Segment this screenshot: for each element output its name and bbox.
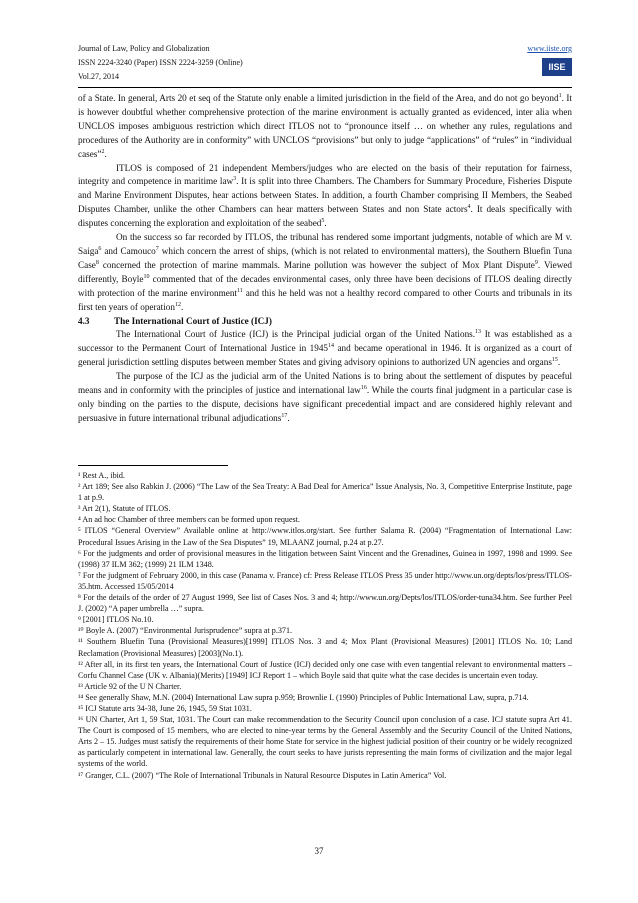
paragraph-4: The International Court of Justice (ICJ) is the Principal judicial organ of the United Nations.$^{13}$ It was established as a successor to the Permanent Court of International Justice in 1945$^{14}$ and became operational in 1946. It is organized as a court of general jurisdiction settling disputes between member States and giving advisory opinions to authorized UN agencies and organs$^{15}$. xyxy=(78,329,572,368)
main-text xyxy=(78,92,572,426)
issn-line: ISSN 2224-3240 (Paper) ISSN 2224-3259 (Online) xyxy=(78,58,243,67)
footnote: ¹⁰ Boyle A. (2007) “Environmental Jurisprudence” supra at p.371. xyxy=(78,626,293,636)
footnote: ⁹ [2001] ITLOS No.10. xyxy=(78,615,154,625)
volume-line: Vol.27, 2014 xyxy=(78,72,119,81)
footnote: ⁵ ITLOS “General Overview” Available online at http://www.itlos.org/start. See further Salama R. (2004) “Fragmentation of International Law: Procedural Issues Arising in the Law of the Sea Disputes” 19, MLAANZ journal, p.24 at p.27. xyxy=(78,526,572,547)
footnote: ³ Art 2(1), Statute of ITLOS. xyxy=(78,504,171,514)
footnote: ⁶ For the judgments and order of provisional measures in the litigation between Saint Vincent and the Grenadines, Guinea in 1997, 1998 and 1999. See (1998) 37 ILM 362; (1999) 21 ILM 1348. xyxy=(78,548,572,569)
section-heading xyxy=(78,315,572,329)
footnote: ² Art 189; See also Rabkin J. (2006) “The Law of the Sea Treaty: A Bad Deal for America” Issue Analysis, No. 3, Competitive Enterprise Institute, page 1 at p.9. xyxy=(78,482,572,503)
footnote: ¹⁶ UN Charter, Art 1, 59 Stat, 1031. The Court can make recommendation to the Security Council upon conclusion of a case. ICJ statute supra Art 41. The Court is composed of 15 members, who are elected to nine-year terms by the General Assembly and the Security Council of the United Nations, Arts 2 – 15. Judges must satisfy the requirements of their home State for service in the highest judicial position of their country or be widely recognized as particularly competent in international law. Generally, the court seeks to have jurists representing the main forms of civilization and the major legal systems of the world. xyxy=(78,715,572,769)
section-title: The International Court of Justice (ICJ) xyxy=(114,315,272,326)
paragraph-3: On the success so far recorded by ITLOS, the tribunal has rendered some important judgments, notable of which are M v. Saiga$^6$ and Camouco$^7$ which concern the arrest of ships, (which is not related to environmental matters), the Southern Bluefin Tuna Case$^8$ concerned the protection of marine mammals. Marine pollution was however the subject of Mox Plant Dispute$^9$. Viewed differently, Boyle$^{10}$ commented that of the decades environmental cases, only three have been decisions of ITLOS dealing directly with protection of the marine environment$^{11}$ and this he held was not a healthy record compared to other Courts and tribunals in its first ten years of operation$^{12}$. xyxy=(78,232,572,312)
footnote: ¹⁴ See generally Shaw, M.N. (2004) International Law supra p.959; Brownlie I. (1990) Principles of Public International Law, supra, p.714. xyxy=(78,692,529,702)
journal-url-link[interactable]: www.iiste.org xyxy=(527,44,572,53)
footnote: ⁷ For the judgment of February 2000, in this case (Panama v. France) cf: Press Release ITLOS Press 35 under http://www.un.org/depts/los/press/ITLOS-35.htm. Accessed 15/05/2014 xyxy=(78,570,572,591)
footnote: ¹² After all, in its first ten years, the International Court of Justice (ICJ) decided only one case with even tangential relevant to environmental matters – Corfu Channel Case (UK v. Albania)(Merits) [1949] ICJ Report 1 – which Boyle said that quite what the case decides is uncertain even today. xyxy=(78,659,572,680)
header-rule xyxy=(78,87,572,88)
footnote: ¹¹ Southern Bluefin Tuna (Provisional Measures)[1999] ITLOS Nos. 3 and 4; Mox Plant (Provisional Measures) [2001] ITLOS No. 10; Land Reclamation (Provisional Measures) [2003](No.1). xyxy=(78,637,572,658)
paragraph-5: The purpose of the ICJ as the judicial arm of the United Nations is to bring about the settlement of disputes by peaceful means and in conformity with the principles of justice and international law$^{16}$. While the courts final judgment in a particular case is only binding on the parties to the dispute, decisions have significant precedential impact and are considered highly relevant and persuasive in future international tribunal adjudications$^{17}$. xyxy=(78,371,573,423)
paragraph-1: of a State. In general, Arts 20 et seq of the Statute only enable a limited jurisdiction in the field of the Area, and do not go beyond$^1$. It is however doubtful whether comprehensive protection of the marine environment is actually granted as evidenced, inter alia when UNCLOS imposes ambiguous restriction which direct ITLOS not to “pronounce itself … on whether any rules, regulations and procedures of the Authority are in conformity” with UNCLOS “provisions” but only to judge “applications” of “rules” in “individual cases”$^2$. xyxy=(78,92,572,159)
footnote-rule xyxy=(78,465,228,466)
footnote: ¹³ Article 92 of the U N Charter. xyxy=(78,681,182,691)
page-number: 37 xyxy=(314,846,324,856)
footnote: ⁸ For the details of the order of 27 August 1999, See list of Cases Nos. 3 and 4; http://www.un.org/Depts/los/ITLOS/order-tuna34.htm. See further Peel J. (2002) “A paper umbrella …” supra. xyxy=(78,593,572,614)
iiste-logo: IISE xyxy=(542,58,572,76)
paragraph-2: ITLOS is composed of 21 independent Members/judges who are elected on the basis of their reputation for fairness, integrity and competence in maritime law$^3$. It is split into three Chambers. The Chambers for Summary Procedure, Fisheries Dispute and Marine Environment Disputes, hear actions between States. In addition, a fourth Chamber comprising II Members, the Seabed Disputes Chamber, unlike the other Chambers can hear matters between States and non State actors$^4$. It deals specifically with disputes concerning the exploration and exploitation of the seabed$^5$. xyxy=(78,162,572,229)
journal-title: Journal of Law, Policy and Globalization xyxy=(78,44,210,53)
footnote: ¹⁷ Granger, C.L. (2007) “The Role of International Tribunals in Natural Resource Disputes in Latin America” Vol. xyxy=(78,770,447,780)
page-header xyxy=(78,42,572,84)
footnote: ¹ Rest A., ibid. xyxy=(78,471,125,480)
section-number: 4.3 xyxy=(78,315,90,326)
footnote: ⁴ An ad hoc Chamber of three members can be formed upon request. xyxy=(78,515,300,525)
footnotes xyxy=(78,470,572,781)
footnote: ¹⁵ ICJ Statute arts 34-38, June 26, 1945, 59 Stat 1031. xyxy=(78,703,252,713)
